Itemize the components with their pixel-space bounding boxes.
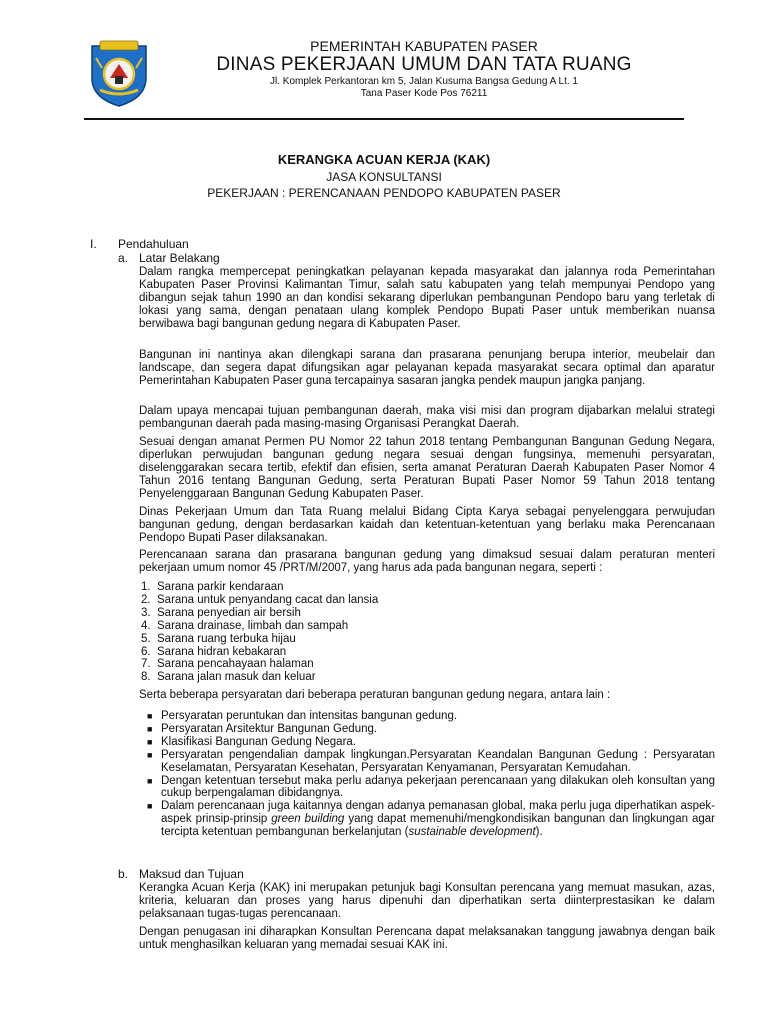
paragraph: Sesuai dengan amanat Permen PU Nomor 22 tahun 2018 tentang Pembangunan Bangunan Gedung Negara, diperlukan perwujudan bangunan gedung negara sesuai dengan fungsinya, memenuhi persyaratan, diselenggarakan secara tertib, efektif dan efisien, serta amanat Peraturan Daerah Kabupaten Paser Nomor 4 Tahun 2016 tentang Bangunan Gedung, serta Peraturan Bupati Paser Nomor 59 Tahun 2018 tentang Penyelenggaraan Bangunan Gedung Kabupaten Paser.	[139, 436, 715, 500]
regency-crest-icon	[86, 38, 152, 108]
paragraph: Perencanaan sarana dan prasarana bangunan gedung yang dimaksud sesuai dalam peraturan menteri pekerjaan umum nomor 45 /PRT/M/2007, yang harus ada pada bangunan negara, seperti :	[139, 549, 715, 574]
department-name: DINAS PEKERJAAN UMUM DAN TATA RUANG	[216, 54, 632, 75]
list-number: 7.	[141, 658, 151, 671]
list-number: 2.	[141, 593, 151, 606]
address-line-2: Tana Paser Kode Pos 76211	[360, 88, 488, 99]
list-item	[139, 749, 715, 775]
list-item-text: Persyaratan Arsitektur Bangunan Gedung.	[161, 722, 378, 735]
list-number: 1.	[141, 581, 151, 593]
italic-term: sustainable development	[408, 826, 536, 839]
subsection-b-letter: b.	[118, 867, 129, 881]
list-item	[139, 581, 715, 594]
paragraph: Dalam rangka mempercepat peningkatkan pelayanan kepada masyarakat dan jalannya roda Pemerintahan Kabupaten Paser Provinsi Kalimantan Timur, salah satu kabupaten yang telah mempunyai Pendopo yang dibangun sejak tahun 1990 an dan kondisi sekarang diperlukan pembangunan Pendopo baru yang terletak di lokasi yang sama, dengan penataan ulang komplek Pendopo Bupati Paser untuk memberikan nuansa berwibawa bagi bangunan gedung negara di Kabupaten Paser.	[139, 266, 715, 330]
list-item	[139, 723, 715, 736]
list-item	[139, 594, 715, 607]
text-run: yang dapat memenuhi/mengkondisikan bangunan dan lingkungan agar tercipta ketentuan pembangunan berkelanjutan (	[161, 813, 715, 839]
paragraph: Dinas Pekerjaan Umum dan Tata Ruang melalui Bidang Cipta Karya sebagai penyelenggara perwujudan bangunan gedung, dengan berdasarkan kaidah dan ketentuan-ketentuan yang berlaku maka Perencanaan Pendopo Bupati Paser dilaksanakan.	[139, 506, 715, 544]
list-item-text	[161, 800, 715, 838]
list-number: 6.	[141, 645, 151, 658]
list-item	[139, 671, 715, 684]
bullet-icon: ■	[147, 775, 153, 786]
bullet-icon: ■	[147, 711, 153, 721]
letterhead-divider	[84, 118, 684, 120]
italic-term: green building	[271, 813, 345, 826]
section-number: I.	[90, 237, 97, 251]
list-item-text: Sarana drainase, limbah dan sampah	[157, 619, 349, 632]
text-run: Dalam perencanaan juga kaitannya dengan adanya pemanasan global, maka perlu juga diperhatikan aspek-aspek prinsip-prinsip	[161, 800, 715, 826]
bullet-icon: ■	[147, 736, 153, 747]
list-number: 3.	[141, 606, 151, 619]
facilities-list	[139, 581, 715, 684]
document-title: KERANGKA ACUAN KERJA (KAK)	[277, 152, 491, 167]
bullet-icon: ■	[147, 801, 153, 812]
list-item	[139, 620, 715, 633]
bullet-icon: ■	[147, 723, 153, 734]
list-item	[139, 607, 715, 620]
list-item-text: Sarana ruang terbuka hijau	[157, 632, 296, 645]
paragraph: Bangunan ini nantinya akan dilengkapi sarana dan prasarana penunjang berupa interior, meubelair dan landscape, dan segera dapat difungsikan agar pelayanan kepada masyarakat secara optimal dan aparatur Pemerintahan Kabupaten Paser guna tercapainya sasaran jangka pendek maupun jangka panjang.	[139, 349, 715, 387]
paragraph: Dalam upaya mencapai tujuan pembangunan daerah, maka visi misi dan program dijabarkan melalui strategi pembangunan daerah pada masing-masing Organisasi Perangkat Daerah.	[139, 405, 715, 430]
list-item	[139, 646, 715, 659]
list-item-text: Sarana penyedian air bersih	[157, 606, 301, 619]
address-line-1: Jl. Komplek Perkantoran km 5, Jalan Kusuma Bangsa Gedung A Lt. 1	[270, 76, 578, 87]
list-number: 5.	[141, 632, 151, 645]
list-item-text: Persyaratan pengendalian dampak lingkungan.Persyaratan Keandalan Bangunan Gedung : Persyaratan Keselamatan, Persyaratan Kesehatan, Persyaratan Kenyamanan, Persyaratan Kemudahan.	[161, 748, 715, 774]
subsection-a-title: Latar Belakang	[139, 251, 220, 265]
list-item-text: Dengan ketentuan tersebut maka perlu adanya pekerjaan perencanaan yang dilakukan oleh konsultan yang cukup berpengalaman dibidangnya.	[161, 774, 715, 800]
subsection-b-title: Maksud dan Tujuan	[139, 867, 244, 881]
list-item-text: Sarana hidran kebakaran	[157, 645, 287, 658]
section-title: Pendahuluan	[118, 237, 189, 251]
project-name: PEKERJAAN : PERENCANAAN PENDOPO KABUPATEN PASER	[207, 186, 561, 200]
list-item-text: Klasifikasi Bangunan Gedung Negara.	[161, 735, 356, 748]
list-item	[139, 658, 715, 671]
paragraph: Kerangka Acuan Kerja (KAK) ini merupakan petunjuk bagi Konsultan perencana yang memuat masukan, azas, kriteria, keluaran dan proses yang harus dipenuhi dan diperhatikan serta diinterprestasikan ke dalam pelaksanaan tugas-tugas perencanaan.	[139, 882, 715, 920]
list-item	[139, 775, 715, 801]
list-number: 4.	[141, 619, 151, 632]
list-item	[139, 633, 715, 646]
list-item-text: Sarana pencahayaan halaman	[157, 658, 314, 671]
government-name: PEMERINTAH KABUPATEN PASER	[310, 38, 538, 54]
letterhead	[160, 38, 688, 100]
list-item-text: Sarana jalan masuk dan keluar	[157, 671, 316, 684]
requirements-list	[139, 710, 715, 839]
list-item	[139, 800, 715, 839]
list-item-text: Sarana untuk penyandang cacat dan lansia	[157, 593, 379, 606]
subsection-a-letter: a.	[118, 251, 129, 265]
bullet-icon: ■	[147, 749, 153, 760]
list-item-text: Sarana parkir kendaraan	[157, 581, 284, 593]
list-item-text: Persyaratan peruntukan dan intensitas bangunan gedung.	[161, 710, 458, 722]
list-item	[139, 710, 715, 723]
paragraph: Dengan penugasan ini diharapkan Konsultan Perencana dapat melaksanakan tanggung jawabnya dengan baik untuk menghasilkan keluaran yang memadai sesuai KAK ini.	[139, 926, 715, 951]
paragraph: Serta beberapa persyaratan dari beberapa peraturan bangunan gedung negara, antara lain :	[139, 689, 611, 701]
document-subtitle: JASA KONSULTANSI	[326, 170, 442, 184]
list-item	[139, 736, 715, 749]
list-number: 8.	[141, 671, 151, 684]
text-run: ).	[535, 826, 543, 839]
